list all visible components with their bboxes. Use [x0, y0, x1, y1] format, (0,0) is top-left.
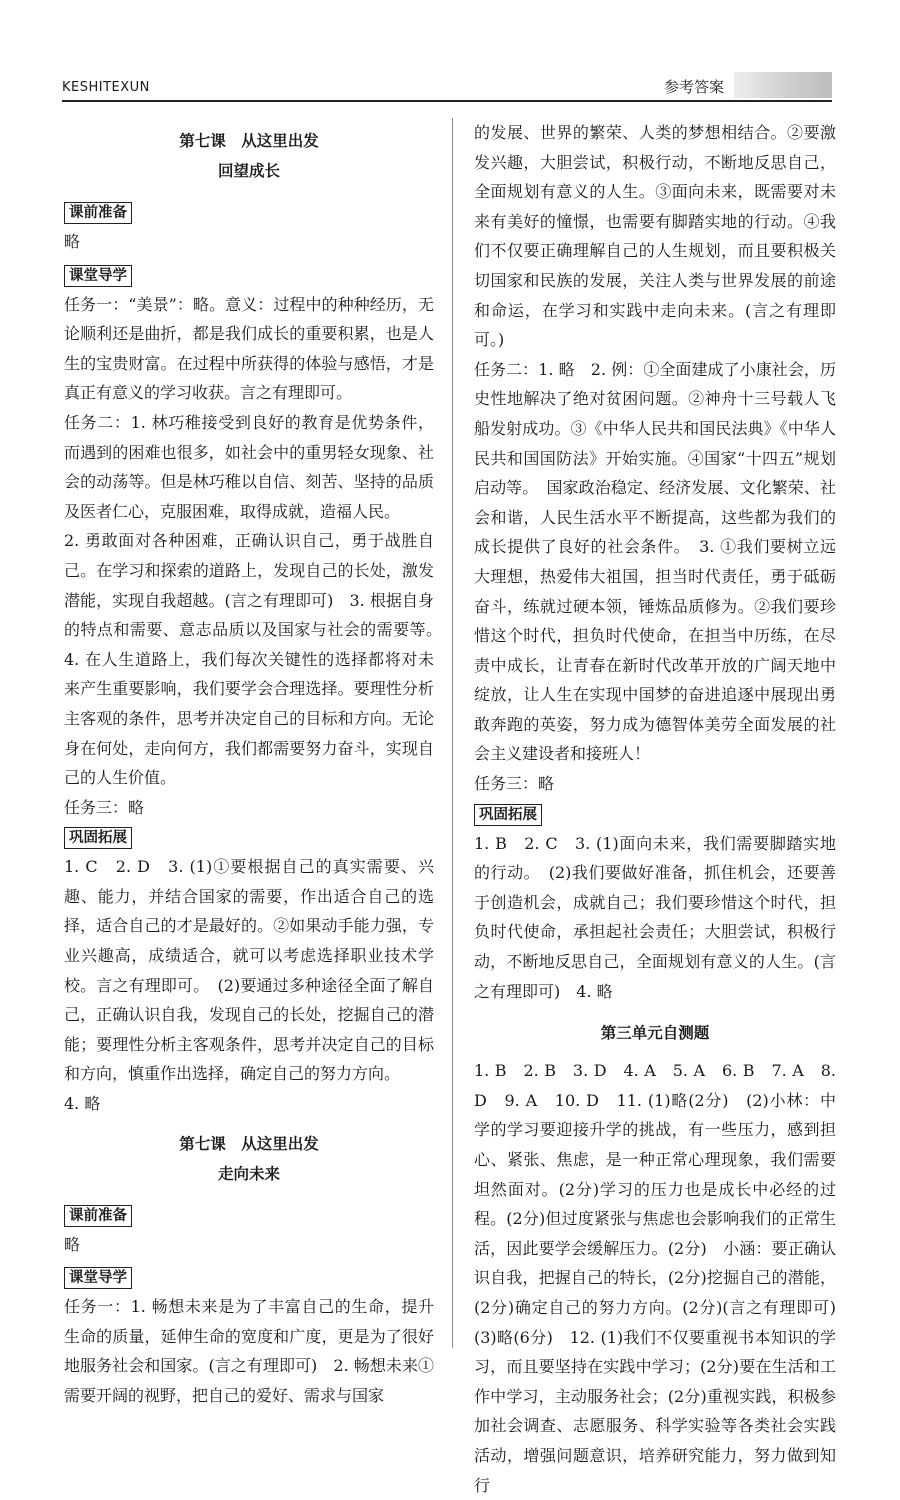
- answer-text: 任务三：略: [474, 774, 555, 794]
- answer-text: 任务三：略: [64, 797, 145, 817]
- answer-text: 任务一：“美景”：略。意义：过程中的种种经历，无论顺利还是曲折，都是我们成长的重要积累，也是人生的宝贵财富。在过程中所获得的体验与感悟，才是真正有意义的学习收获。言之有理即可。: [64, 294, 434, 403]
- header-title: 参考答案: [664, 78, 725, 96]
- answer-text: 2. 勇敢面对各种困难，正确认识自己，勇于战胜自己。在学习和探索的道路上，发现自己的长处，激发潜能，实现自我超越。(言之有理即可) 3. 根据自身的特点和需要、意志品质以及国家与社会的需要等。 4. 在人生道路上，我们每次关键性的选择都将对未来产生重要影响，我们要学会合理选择。要理性分析主客观的条件，思考并决定自己的目标和方向。无论身在何处，走向何方，我们都需要努力奋斗，实现自己的人生价值。: [64, 531, 451, 788]
- answer-text: 4. 略: [64, 1094, 101, 1114]
- answer-text: 1. B 2. C 3. (1)面向未来，我们需要脚踏实地的行动。 (2)我们要做好准备，抓住机会，还要善于创造机会，成就自己；我们要珍惜这个时代，担负时代使命，承担起社会责任；大胆尝试，积极行动，不断地反思自己，全面规划有意义的人生。(言之有理即可) 4. 略: [474, 833, 836, 1001]
- section-label: 课堂导学: [64, 265, 132, 287]
- page-header: [62, 72, 832, 102]
- lesson-subtitle: 走向未来: [217, 1164, 280, 1183]
- header-rule: [62, 100, 832, 102]
- answer-text: 任务一：1. 畅想未来是为了丰富自己的生命，提升生命的质量，延伸生命的宽度和广度，更是为了很好地服务社会和国家。(言之有理即可) 2. 畅想未来①需要开阔的视野，把自己的爱好、需求与国家: [64, 1297, 434, 1405]
- brand-name: KESHITEXUN: [62, 80, 150, 95]
- answer-text: 1. B 2. B 3. D 4. A 5. A 6. B 7. A 8. D 9. A 10. D 11. (1)略(2分) (2)小林：中学的学习要迎接升学的挑战，有一些压力，感到担心、紧张、焦虑，是一种正常心理现象，我们需要坦然面对。(2分)学习的压力也是成长中必经的过程。(2分)但过度紧张与焦虑也会影响我们的正常生活，因此要学会缓解压力。(2分) 小涵：要正确认识自我，把握自己的特长，(2分)挖掘自己的潜能，(2分)确定自己的努力方向。(2分)(言之有理即可) (3)略(6分) 12. (1)我们不仅要重视书本知识的学习，而且要坚持在实践中学习；(2分)要在生活和工作中学习，主动服务社会；(2分)重视实践，积极参加社会调查、志愿服务、科学实验等各类社会实践活动，增强问题意识，培养研究能力，努力做到知行: [474, 1061, 853, 1495]
- section-label: 课堂导学: [64, 1267, 132, 1289]
- section-label: 巩固拓展: [64, 827, 132, 849]
- answer-text: 任务二：1. 林巧稚接受到良好的教育是优势条件，而遇到的困难也很多，如社会中的重男轻女现象、社会的动荡等。但是林巧稚以自信、刻苦、坚持的品质及医者仁心，克服困难，取得成就，造福人民。: [64, 412, 434, 521]
- answer-text: 略: [64, 1234, 81, 1254]
- lesson-title: 第七课 从这里出发: [179, 1134, 319, 1153]
- section-label: 课前准备: [64, 202, 132, 224]
- answer-text: 1. C 2. D 3. (1)①要根据自己的真实需要、兴趣、能力，并结合国家的需要，作出适合自己的选择，适合自己的才是最好的。②如果动手能力强，专业兴趣高，成绩适合，就可以考虑选择职业技术学校。言之有理即可。 (2)要通过多种途径全面了解自己，正确认识自我，发现自己的长处，挖掘自己的潜能；要理性分析主客观条件，思考并决定自己的目标和方向，慎重作出选择，确定自己的努力方向。: [64, 857, 434, 1084]
- lesson-subtitle: 回望成长: [217, 162, 280, 180]
- answer-text: 的发展、世界的繁荣、人类的梦想相结合。②要激发兴趣，大胆尝试，积极行动，不断地反思自己，全面规划有意义的人生。③面向未来，既需要对未来有美好的憧憬，也需要有脚踏实地的行动。④我们不仅要正确理解自己的人生规划，而且要积极关切国家和民族的发展，关注人类与世界发展的前途和命运，在学习和实践中走向未来。(言之有理即可。): [474, 123, 836, 350]
- header-decoration: [734, 72, 832, 98]
- section-label: 课前准备: [64, 1205, 132, 1227]
- answer-text: 任务二：1. 略 2. 例：①全面建成了小康社会，历史性地解决了绝对贫困问题。②神舟十三号载人飞船发射成功。③《中华人民共和国民法典》《中华人民共和国国防法》开始实施。④国家“十四五”规划启动等。 国家政治稳定、经济发展、文化繁荣、社会和谐，人民生活水平不断提高，这些都为我们的成长提供了良好的社会条件。 3. ①我们要树立远大理想，热爱伟大祖国，担当时代责任，勇于砥砺奋斗，练就过硬本领，锤炼品质修为。②我们要珍惜这个时代，担负时代使命，在担当中历练，在尽责中成长，让青春在新时代改革开放的广阔天地中绽放，让人生在实现中国梦的奋进追逐中展现出勇敢奔跑的英姿，努力成为德智体美劳全面发展的社会主义建设者和接班人！: [474, 359, 836, 764]
- right-column: [474, 118, 853, 1500]
- section-label: 巩固拓展: [474, 804, 542, 826]
- unit-test-title: 第三单元自测题: [600, 1024, 710, 1043]
- left-column: [64, 118, 451, 1411]
- answer-text: 略: [64, 232, 81, 251]
- column-divider: [452, 118, 453, 1348]
- lesson-title: 第七课 从这里出发: [179, 132, 319, 150]
